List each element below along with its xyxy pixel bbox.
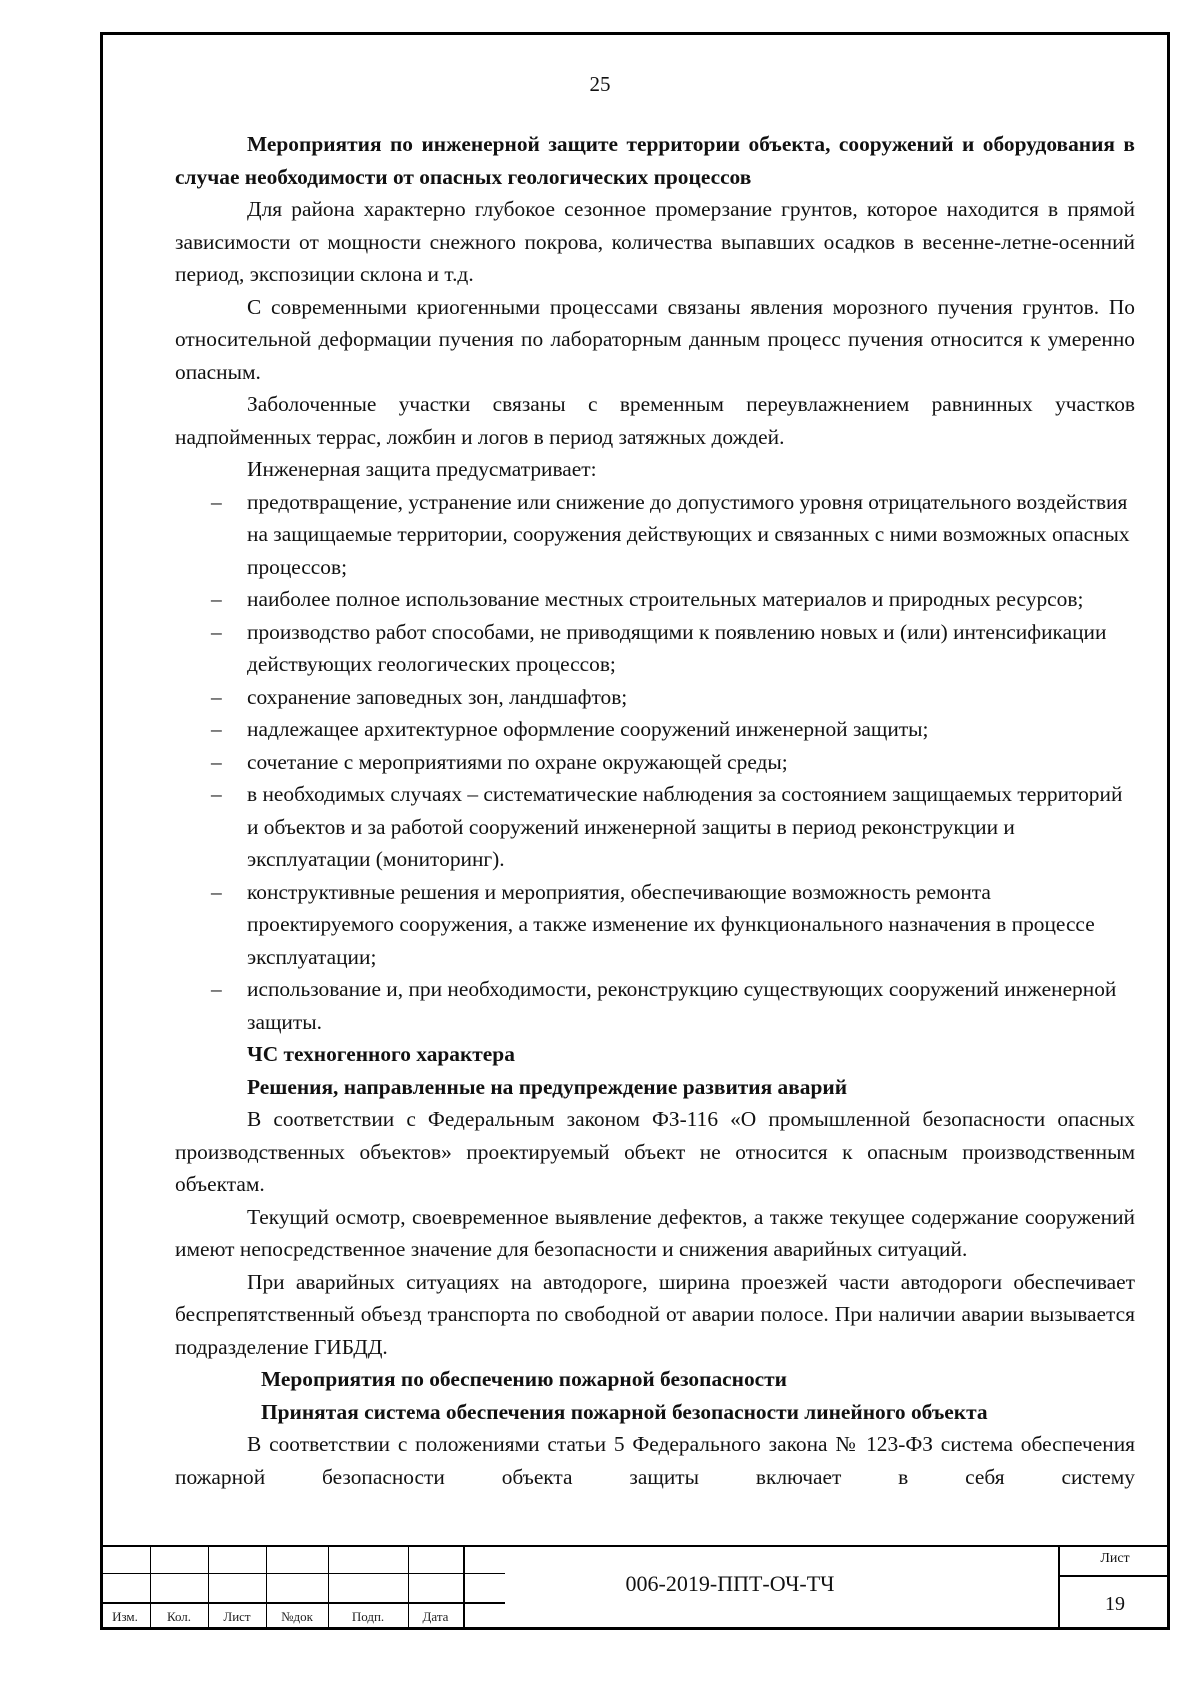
document-body [175, 128, 1135, 1493]
paragraph: Заболоченные участки связаны с временным переувлажнением равнинных участков надпойменных террас, ложбин и логов в период затяжных дождей. [175, 392, 1135, 449]
rule [463, 1545, 465, 1630]
dash-marker: – [211, 879, 222, 904]
list-item: – предотвращение, устранение или снижение до допустимого уровня отрицательного воздействия на защищаемые территории, сооружения действующих и связанных с ними возможных опасных процессов; [175, 486, 1135, 584]
dash-marker: – [211, 684, 222, 709]
list-item: – наиболее полное использование местных строительных материалов и природных ресурсов; [175, 583, 1135, 616]
col-list: Лист [223, 1609, 251, 1624]
heading-engineering-protection: Мероприятия по инженерной защите территории объекта, сооружений и оборудования в случае необходимости от опасных геологических процессов [175, 132, 1135, 189]
dash-marker: – [211, 977, 222, 1001]
sheet-number: 19 [1105, 1593, 1125, 1615]
paragraph: В соответствии с Федеральным законом ФЗ-116 «О промышленной безопасности опасных производственных объектов» проектируемый объект не относится к опасным производственным объектам. [175, 1107, 1135, 1196]
list-item: – в необходимых случаях – систематические наблюдения за состоянием защищаемых территорий и объектов и за работой сооружений инженерной защиты в период реконструкции и эксплуатации (мониторинг). [175, 778, 1135, 876]
paragraph: Инженерная защита предусматривает: [247, 457, 597, 481]
dash-marker: – [211, 717, 222, 741]
col-kol: Кол. [166, 1609, 192, 1624]
col-data: Дата [422, 1609, 449, 1624]
list-item: – производство работ способами, не приводящими к появлению новых и (или) интенсификации действующих геологических процессов; [175, 616, 1135, 681]
col-ndok: №док [281, 1609, 313, 1624]
paragraph: Текущий осмотр, своевременное выявление дефектов, а также текущее содержание сооружений имеют непосредственное значение для безопасности и снижения аварийных ситуаций. [175, 1204, 1135, 1261]
dash-marker: – [211, 489, 222, 514]
page-number: 25 [589, 72, 611, 96]
rule [100, 1573, 505, 1574]
list-item: – конструктивные решения и мероприятия, обеспечивающие возможность ремонта проектируемого сооружения, а также изменение их функционального назначения в процессе эксплуатации; [175, 876, 1135, 974]
heading-fire-system: Принятая система обеспечения пожарной безопасности линейного объекта [261, 1399, 988, 1424]
col-izm: Изм. [112, 1609, 138, 1624]
title-block [100, 1545, 1170, 1630]
list-item: – сочетание с мероприятиями по охране окружающей среды; [175, 746, 1135, 779]
dash-marker: – [211, 619, 222, 644]
dash-marker: – [211, 782, 222, 806]
list-item: – использование и, при необходимости, реконструкцию существующих сооружений инженерной защиты. [175, 973, 1135, 1038]
col-podp: Подп. [351, 1609, 385, 1624]
document-code: 006-2019-ППТ-ОЧ-ТЧ [625, 1571, 835, 1596]
paragraph: При аварийных ситуациях на автодороге, ширина проезжей части автодороги обеспечивает беспрепятственный объезд транспорта по свободной от аварии полосе. При наличии аварии вызывается подразделение ГИБДД. [175, 1269, 1135, 1359]
protection-measures-list [175, 486, 1135, 1039]
paragraph: Для района характерно глубокое сезонное промерзание грунтов, которое находится в прямой зависимости от мощности снежного покрова, количества выпавших осадков в весенне-летне-осенний период, экспозиции склона и т.д. [175, 197, 1135, 286]
heading-accident-prevention: Решения, направленные на предупреждение развития аварий [247, 1074, 848, 1099]
dash-marker: – [211, 587, 222, 611]
rule [100, 1545, 1170, 1547]
heading-technogenic: ЧС техногенного характера [247, 1042, 515, 1066]
heading-fire-safety: Мероприятия по обеспечению пожарной безопасности [261, 1367, 787, 1391]
sheet-label: Лист [1100, 1551, 1130, 1566]
list-item: – сохранение заповедных зон, ландшафтов; [175, 681, 1135, 714]
paragraph: С современными криогенными процессами связаны явления морозного пучения грунтов. По относительной деформации пучения по лабораторным данным процесс пучения относится к умеренно опасным. [175, 294, 1135, 384]
rule [100, 1602, 505, 1604]
dash-marker: – [211, 749, 222, 774]
list-item: – надлежащее архитектурное оформление сооружений инженерной защиты; [175, 713, 1135, 746]
paragraph: В соответствии с положениями статьи 5 Федерального закона № 123-ФЗ система обеспечения пожарной безопасности объекта защиты включает в себя систему [175, 1432, 1135, 1489]
rule [1060, 1575, 1170, 1577]
